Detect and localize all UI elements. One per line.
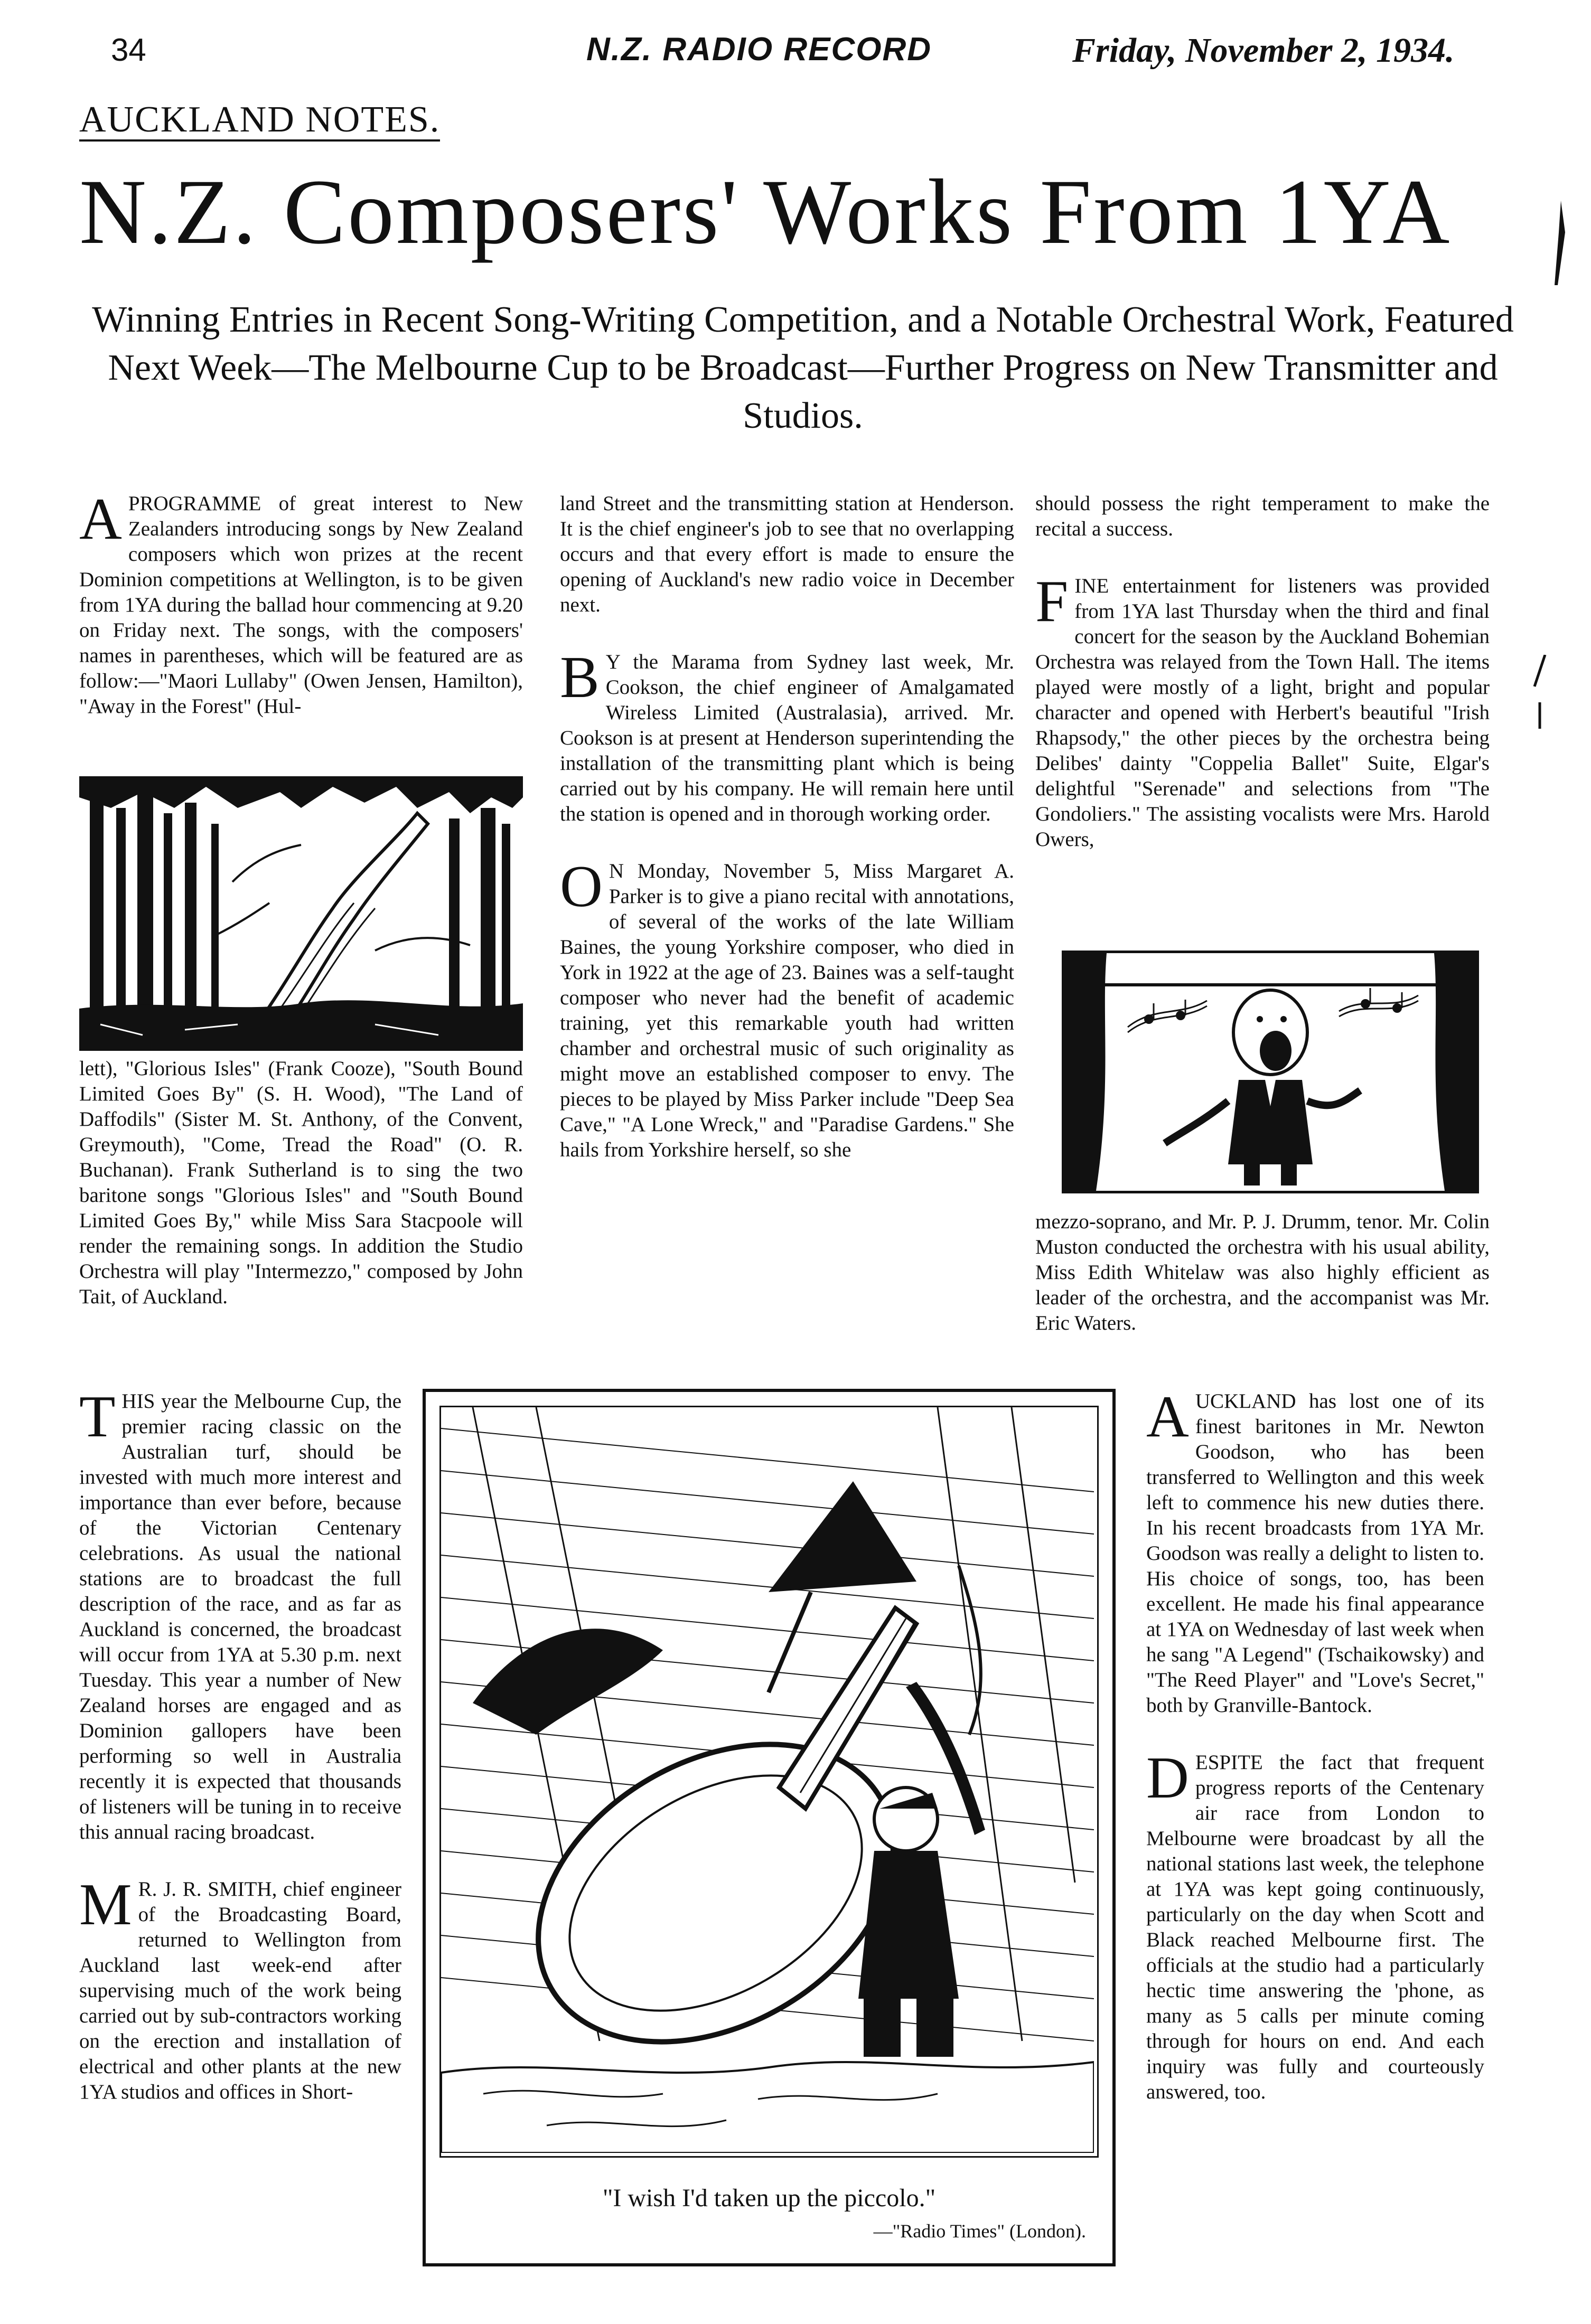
column-1-continued bbox=[79, 1056, 523, 1310]
article-paragraph bbox=[79, 1872, 401, 2105]
cartoon-credit: —"Radio Times" (London). bbox=[873, 2220, 1086, 2242]
singer-drawing bbox=[1064, 953, 1476, 1191]
margin-slash-icon bbox=[1529, 655, 1550, 729]
cartoon-image bbox=[439, 1406, 1099, 2158]
paragraph-text: UCKLAND has lost one of its finest baritones in Mr. Newton Goodson, who has been transferred to Wellington and this week left to commence his new duties there. In his recent broadcasts from 1YA Mr. Goodson was really a delight to listen to. His choice of songs, too, has been excellent. He made his final appearance at 1YA on Wednesday of last week when he sang "A Legend" (Tschaikowsky) and "The Reed Player" and "Love's Secret," both by Granville-Bantock. bbox=[1146, 1390, 1484, 1717]
paragraph-text: lett), "Glorious Isles" (Frank Cooze), "South Bound Limited Goes By" (S. H. Wood), "The Land of Daffodils" (Sister M. St. Anthony, of the Convent, Greymouth), "Come, Tread the Road" (O. R. Buchanan). Frank Sutherland is to sing the two baritone songs "Glorious Isles" and "South Bound Limited Goes By," while Miss Sara Stacpoole will render the remaining songs. In addition the Studio Orchestra will play "Intermezzo," composed by John Tait, of Auckland. bbox=[79, 1057, 523, 1308]
paragraph-text: ESPITE the fact that frequent progress reports of the Centenary air race from London to Melbourne were broadcast by all the national stations last week, the telephone at 1YA was kept going continuously, particularly on the day when Scott and Black reached Melbourne first. The officials at the studio had a particularly hectic time answering the 'phone, as many as 5 calls per minute coming through for hours on end. And each inquiry was fully and courteously answered, too. bbox=[1146, 1751, 1484, 2103]
margin-tick-icon bbox=[1550, 201, 1571, 285]
paragraph-text: INE entertainment for listeners was provided from 1YA last Thursday when the third and final concert for the season by the Auckland Bohemian Orchestra was relayed from the Town Hall. The items played were mostly of a light, bright and popular character and opened with Herbert's beautiful "Irish Rhapsody," the other pieces by the orchestra being Delibes' dainty "Coppelia Ballet" Suite, Elgar's delightful "Serenade" and selections from "The Gondoliers." The assisting vocalists were Mrs. Harold Owers, bbox=[1035, 575, 1490, 851]
column-3-top bbox=[1035, 491, 1490, 852]
drop-cap: A bbox=[1146, 1384, 1189, 1450]
page-number: 34 bbox=[111, 32, 146, 68]
forest-illustration bbox=[79, 776, 523, 1051]
paragraph-text: HIS year the Melbourne Cup, the premier racing classic on the Australian turf, should be invested with much more interest and importance than ever before, because of the Victorian Centenary celebrations. As usual the national stations are to broadcast the full description of the race, and as far as Auckland is concerned, the broadcast will occur from 1YA at 5.30 p.m. next Tuesday. This year a number of New Zealand horses are engaged and as Dominion gallopers have been performing so well in Australia recently it is expected that thousands of listeners will be tuning in to receive this annual racing broadcast. bbox=[79, 1390, 401, 1843]
paragraph-text: land Street and the transmitting station at Henderson. It is the chief engineer's job to see that no overlapping occurs and that every effort is made to ensure the opening of Auckland's new radio voice in December next. bbox=[560, 492, 1014, 616]
subhead: Winning Entries in Recent Song-Writing Competition, and a Notable Orchestral Work, Featured Next Week—The Melbourne Cup to be Broadcast—Further Progress on New Transmitter and Studios. bbox=[92, 299, 1514, 436]
column-3-lower bbox=[1146, 1384, 1484, 2105]
section-label: AUCKLAND NOTES. bbox=[79, 100, 440, 142]
article-paragraph bbox=[1146, 1745, 1484, 2105]
paragraph-text: Y the Marama from Sydney last week, Mr. Cookson, the chief engineer of Amalgamated Wireless Limited (Australasia), arrived. Mr. Cookson is at present at Henderson superintending the installation of the transmitting plant which is being carried out by his company. He will remain here until the station is opened and in thorough working order. bbox=[560, 651, 1014, 825]
margin-mark bbox=[1550, 201, 1571, 294]
paragraph-text: mezzo-soprano, and Mr. P. J. Drumm, tenor. Mr. Colin Muston conducted the orchestra with his usual ability, Miss Edith Whitelaw was also highly efficient as leader of the orchestra, and the accompanist was Mr. Eric Waters. bbox=[1035, 1210, 1490, 1334]
headline: N.Z. Composers' Works From 1YA bbox=[79, 161, 1452, 264]
drop-cap: D bbox=[1146, 1745, 1189, 1811]
drop-cap: M bbox=[79, 1872, 132, 1937]
paragraph-text: should possess the right temperament to make the recital a success. bbox=[1035, 492, 1490, 540]
masthead: N.Z. RADIO RECORD bbox=[586, 31, 932, 68]
article-paragraph bbox=[1035, 569, 1490, 852]
article-paragraph bbox=[560, 854, 1014, 1163]
article-paragraph bbox=[79, 486, 523, 719]
drop-cap: T bbox=[79, 1384, 116, 1450]
drop-cap: F bbox=[1035, 569, 1069, 634]
singer-illustration bbox=[1062, 951, 1479, 1193]
column-2 bbox=[560, 491, 1014, 1163]
column-3-continued bbox=[1035, 1209, 1490, 1336]
drop-cap: B bbox=[560, 645, 600, 710]
issue-date: Friday, November 2, 1934. bbox=[1072, 31, 1455, 70]
paragraph-text: N Monday, November 5, Miss Margaret A. Parker is to give a piano recital with annotations, of several of the works of the late William Baines, the young Yorkshire composer, who died in York in 1922 at the age of 23. Baines was a self-taught composer who never had the benefit of academic training, yet this remarkable youth had written chamber and orchestral music of such originality as might move an established composer to envy. The pieces to be played by Miss Parker include "Deep Sea Cave," "A Lone Wreck," and "Paradise Gardens." She hails from Yorkshire herself, so she bbox=[560, 860, 1014, 1161]
cartoon-caption: "I wish I'd taken up the piccolo." bbox=[602, 2184, 936, 2212]
drop-cap: O bbox=[560, 854, 603, 919]
paragraph-text: R. J. R. SMITH, chief engineer of the Broadcasting Board, returned to Wellington from Auckland last week-end after supervising much of the work being carried out by sub-contractors working on the erection and installation of electrical and other plants at the new 1YA studios and offices in Short- bbox=[79, 1878, 401, 2103]
column-1-top bbox=[79, 486, 523, 719]
cartoon-frame bbox=[423, 1389, 1116, 2266]
article-paragraph bbox=[79, 1384, 401, 1845]
article-paragraph bbox=[1146, 1384, 1484, 1718]
column-1-lower bbox=[79, 1384, 401, 2105]
margin-mark bbox=[1529, 655, 1550, 737]
cello-storm-drawing bbox=[441, 1407, 1094, 2153]
drop-cap: A bbox=[79, 486, 122, 552]
paragraph-text: PROGRAMME of great interest to New Zealanders introducing songs by New Zealand composers which won prizes at the recent Dominion competitions at Wellington, is to be given from 1YA during the ballad hour commencing at 9.20 on Friday next. The songs, with the composers' names in parentheses, which will be featured are as follow:—"Maori Lullaby" (Owen Jensen, Hamilton), "Away in the Forest" (Hul- bbox=[79, 492, 523, 718]
forest-drawing bbox=[79, 776, 523, 1051]
article-paragraph bbox=[560, 645, 1014, 827]
